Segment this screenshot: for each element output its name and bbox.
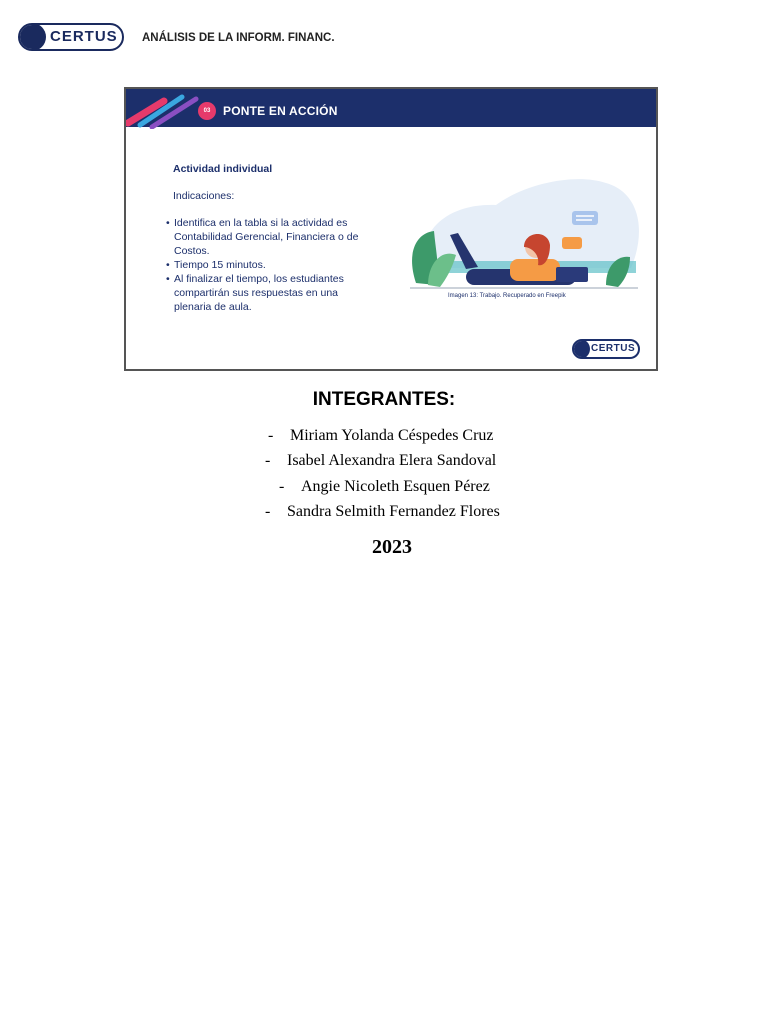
instruction-item: • Identifica en la tabla si la actividad es Contabilidad Gerencial, Financiera o de Costos. (166, 216, 376, 258)
member-name: Sandra Selmith Fernandez Flores (287, 503, 500, 520)
certus-logo (18, 23, 124, 51)
slide-title: PONTE EN ACCIÓN (223, 104, 338, 118)
section-number-badge: 03 (198, 102, 216, 120)
member-name: Angie Nicoleth Esquen Pérez (301, 478, 490, 495)
member-item (279, 478, 490, 496)
indications-label: Indicaciones: (173, 190, 235, 202)
member-item (268, 427, 494, 445)
member-item (265, 452, 496, 470)
list-dash: - (265, 503, 271, 520)
course-title: ANÁLISIS DE LA INFORM. FINANC. (142, 32, 335, 44)
members-heading: INTEGRANTES: (312, 389, 456, 410)
activity-subheading: Actividad individual (173, 163, 273, 175)
instruction-item: • Tiempo 15 minutos. (166, 258, 376, 272)
instruction-item: • Al finalizar el tiempo, los estudiantes compartirán sus respuestas en una plenaria de aula. (166, 272, 376, 314)
member-item (265, 503, 500, 521)
logo-text: CERTUS (50, 28, 118, 45)
list-dash: - (279, 478, 285, 495)
woman-laptop-illustration (406, 173, 646, 291)
slide-certus-logo (572, 339, 640, 359)
slide-logo-text: CERTUS (591, 343, 636, 354)
member-name: Miriam Yolanda Céspedes Cruz (290, 427, 494, 444)
list-dash: - (268, 427, 274, 444)
year: 2023 (372, 536, 412, 558)
image-caption: Imagen 13: Trabajo. Recuperado en Freepik (448, 293, 566, 299)
slide-image (124, 87, 658, 371)
instruction-list (166, 216, 376, 314)
list-dash: - (265, 452, 271, 469)
member-name: Isabel Alexandra Elera Sandoval (287, 452, 497, 469)
